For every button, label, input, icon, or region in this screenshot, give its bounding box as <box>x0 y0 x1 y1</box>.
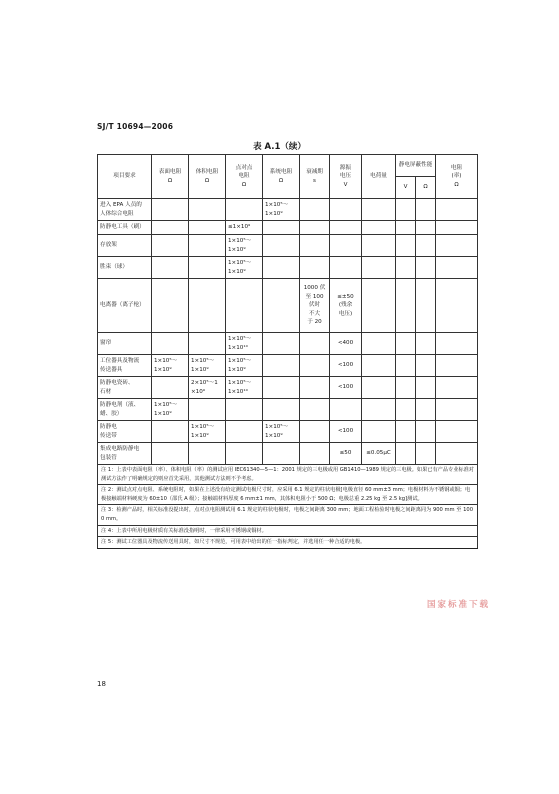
col-header-shielding-ohm: Ω <box>416 177 436 199</box>
cell-res <box>436 399 478 421</box>
table-row <box>98 257 478 279</box>
cell-surface <box>152 279 189 333</box>
cell-voltage <box>330 399 362 421</box>
row-item-label: 防静电工具（刷） <box>98 221 152 235</box>
cell-point: ≤1×10⁹ <box>226 221 263 235</box>
cell-voltage <box>330 235 362 257</box>
cell-res <box>436 235 478 257</box>
cell-surface <box>152 333 189 355</box>
cell-voltage: <100 <box>330 377 362 399</box>
cell-charge <box>362 279 396 333</box>
cell-surface: 1×10⁵～ 1×10⁹ <box>152 355 189 377</box>
row-item-label: 窗帘 <box>98 333 152 355</box>
note-text: 注 5：测试工位器具及物流传送用具时，如尺寸不规范，可用表中给出的任一指标判定，并选用任一种合适的电极。 <box>98 537 478 549</box>
cell-point <box>226 443 263 465</box>
cell-decay <box>300 399 330 421</box>
cell-so <box>416 221 436 235</box>
cell-volume: 2×10⁵～1 ×10⁹ <box>189 377 226 399</box>
cell-voltage <box>330 257 362 279</box>
cell-system: 1×10⁵～ 1×10⁹ <box>263 199 300 221</box>
cell-so <box>416 399 436 421</box>
table-row <box>98 333 478 355</box>
cell-sv <box>396 377 416 399</box>
cell-sv <box>396 199 416 221</box>
cell-voltage: ≤50 <box>330 443 362 465</box>
col-header-shielding-v: V <box>396 177 416 199</box>
row-item-label: 电离器（离子枪） <box>98 279 152 333</box>
cell-surface <box>152 443 189 465</box>
table-row <box>98 399 478 421</box>
cell-volume: 1×10⁵～ 1×10⁹ <box>189 355 226 377</box>
cell-sv <box>396 443 416 465</box>
cell-system <box>263 333 300 355</box>
cell-surface <box>152 235 189 257</box>
row-item-label: 防静电 传送带 <box>98 421 152 443</box>
cell-volume <box>189 399 226 421</box>
cell-so <box>416 199 436 221</box>
cell-surface <box>152 257 189 279</box>
cell-decay <box>300 257 330 279</box>
cell-so <box>416 257 436 279</box>
cell-voltage: <100 <box>330 421 362 443</box>
cell-point: 1×10⁵～ 1×10¹⁰ <box>226 377 263 399</box>
cell-system: 1×10⁵～ 1×10⁹ <box>263 421 300 443</box>
cell-decay <box>300 443 330 465</box>
cell-surface: 1×10⁵～ 1×10⁹ <box>152 399 189 421</box>
col-header-point-to-point: 点对点 电阻 Ω <box>226 155 263 199</box>
cell-charge <box>362 399 396 421</box>
note-row <box>98 505 478 525</box>
cell-res <box>436 199 478 221</box>
cell-system <box>263 221 300 235</box>
header-row <box>98 155 478 177</box>
cell-volume <box>189 443 226 465</box>
cell-volume <box>189 199 226 221</box>
cell-system <box>263 257 300 279</box>
cell-point: 1×10⁵～ 1×10¹⁰ <box>226 333 263 355</box>
cell-voltage: ≤±50 (残余 电压) <box>330 279 362 333</box>
cell-sv <box>396 355 416 377</box>
cell-point: 1×10⁵～ 1×10⁹ <box>226 355 263 377</box>
watermark-stamp: 国家标准下载 <box>427 600 491 610</box>
cell-charge <box>362 421 396 443</box>
note-row <box>98 537 478 549</box>
cell-res <box>436 333 478 355</box>
col-header-source-voltage: 源振 电压 V <box>330 155 362 199</box>
table-row <box>98 235 478 257</box>
cell-point <box>226 421 263 443</box>
cell-system <box>263 279 300 333</box>
page-number: 18 <box>97 680 106 688</box>
cell-point <box>226 199 263 221</box>
cell-charge <box>362 257 396 279</box>
standard-code: SJ/T 10694—2006 <box>97 122 174 131</box>
row-item-label: 防静电瓷砖、 石材 <box>98 377 152 399</box>
cell-surface <box>152 421 189 443</box>
cell-decay <box>300 199 330 221</box>
cell-so <box>416 355 436 377</box>
cell-volume <box>189 257 226 279</box>
cell-so <box>416 333 436 355</box>
cell-so <box>416 421 436 443</box>
cell-res <box>436 421 478 443</box>
row-item-label: 进入 EPA 人员的 人体综合电阻 <box>98 199 152 221</box>
table-row <box>98 221 478 235</box>
col-header-charge: 电荷量 <box>362 155 396 199</box>
cell-decay <box>300 221 330 235</box>
cell-system <box>263 235 300 257</box>
cell-voltage <box>330 221 362 235</box>
cell-decay: 1000 伏 至 100 伏时 不大 于 20 <box>300 279 330 333</box>
cell-so <box>416 279 436 333</box>
row-item-label: 工位器具及物流 传送器具 <box>98 355 152 377</box>
cell-volume <box>189 333 226 355</box>
cell-surface <box>152 377 189 399</box>
cell-so <box>416 377 436 399</box>
col-header-volume: 体积电阻 Ω <box>189 155 226 199</box>
cell-system <box>263 399 300 421</box>
cell-decay <box>300 377 330 399</box>
cell-so <box>416 235 436 257</box>
cell-charge <box>362 355 396 377</box>
cell-charge <box>362 377 396 399</box>
row-item-label: 存放架 <box>98 235 152 257</box>
cell-volume <box>189 279 226 333</box>
cell-decay <box>300 235 330 257</box>
cell-point <box>226 279 263 333</box>
table-row <box>98 421 478 443</box>
cell-surface <box>152 199 189 221</box>
col-header-decay-time: 衰减期 s <box>300 155 330 199</box>
cell-sv <box>396 421 416 443</box>
table-row <box>98 199 478 221</box>
cell-voltage: <100 <box>330 355 362 377</box>
cell-decay <box>300 421 330 443</box>
cell-sv <box>396 221 416 235</box>
cell-surface <box>152 221 189 235</box>
cell-sv <box>396 235 416 257</box>
note-row <box>98 525 478 537</box>
requirements-table-container <box>97 154 477 549</box>
cell-charge <box>362 235 396 257</box>
cell-decay <box>300 355 330 377</box>
note-text: 注 4：上表中所用电极材质有关标准没指明时，一律采用不锈钢或铜材。 <box>98 525 478 537</box>
col-header-system: 系统电阻 Ω <box>263 155 300 199</box>
cell-volume <box>189 235 226 257</box>
cell-volume: 1×10⁵～ 1×10⁹ <box>189 421 226 443</box>
note-text: 注 3：检测产品时，相关标准没提出时，点对点电阻测试用 6.1 规定的柱状电极时，电极之间距离 300 mm；地面工程检验时电极之间距离同为 900 mm 至 1000 mm。 <box>98 505 478 525</box>
cell-system <box>263 355 300 377</box>
row-item-label: 集成电路防静电 包装管 <box>98 443 152 465</box>
cell-decay <box>300 333 330 355</box>
table-row <box>98 355 478 377</box>
note-row <box>98 465 478 485</box>
cell-sv <box>396 257 416 279</box>
cell-voltage: <400 <box>330 333 362 355</box>
cell-res <box>436 377 478 399</box>
cell-sv <box>396 399 416 421</box>
cell-res <box>436 257 478 279</box>
col-header-resistivity: 电阻 (率) Ω <box>436 155 478 199</box>
col-header-item: 项目要求 <box>98 155 152 199</box>
cell-sv <box>396 279 416 333</box>
cell-charge <box>362 199 396 221</box>
cell-charge <box>362 221 396 235</box>
cell-voltage <box>330 199 362 221</box>
cell-point <box>226 399 263 421</box>
note-text: 注 1：上表中表面电阻（率）、体积电阻（率）的测试应用 IEC61340—5—1：2001 规定的三电极或用 GB1410—1989 规定的三电极。如果已有产品专业标准对测试方法作了明确规定的则应首先采用，其他测试方法则不予考虑。 <box>98 465 478 485</box>
cell-res <box>436 279 478 333</box>
requirements-table <box>97 154 478 549</box>
row-item-label: 胜束（球） <box>98 257 152 279</box>
note-text: 注 2：测试点对点电阻、系统电阻时，如果在上述没有给定测试电极尺寸时，应采用 6.1 规定的柱状电极[电极直径 60 mm±3 mm；电极材料为不锈钢或铜；电极接触端材料硬度为 60±10（邵氏 A 级）；接触端材料厚度 6 mm±1 mm，其体积电阻小于 500 Ω；电极总重 2.25 kg 至 2.5 kg]测试。 <box>98 485 478 505</box>
col-header-shielding: 静电屏蔽性能 <box>396 155 436 177</box>
cell-sv <box>396 333 416 355</box>
table-title: 表 A.1（续） <box>253 142 306 152</box>
table-row <box>98 279 478 333</box>
col-header-surface: 表面电阻 Ω <box>152 155 189 199</box>
cell-res <box>436 355 478 377</box>
cell-so <box>416 443 436 465</box>
cell-volume <box>189 221 226 235</box>
row-item-label: 防静电剂（液、 蜡、胶） <box>98 399 152 421</box>
cell-system <box>263 443 300 465</box>
cell-point: 1×10⁵～ 1×10⁹ <box>226 257 263 279</box>
table-row <box>98 443 478 465</box>
cell-point: 1×10⁵～ 1×10⁹ <box>226 235 263 257</box>
table-row <box>98 377 478 399</box>
cell-res <box>436 221 478 235</box>
cell-system <box>263 377 300 399</box>
cell-charge <box>362 333 396 355</box>
note-row <box>98 485 478 505</box>
cell-charge: ≤0.05μC <box>362 443 396 465</box>
cell-res <box>436 443 478 465</box>
